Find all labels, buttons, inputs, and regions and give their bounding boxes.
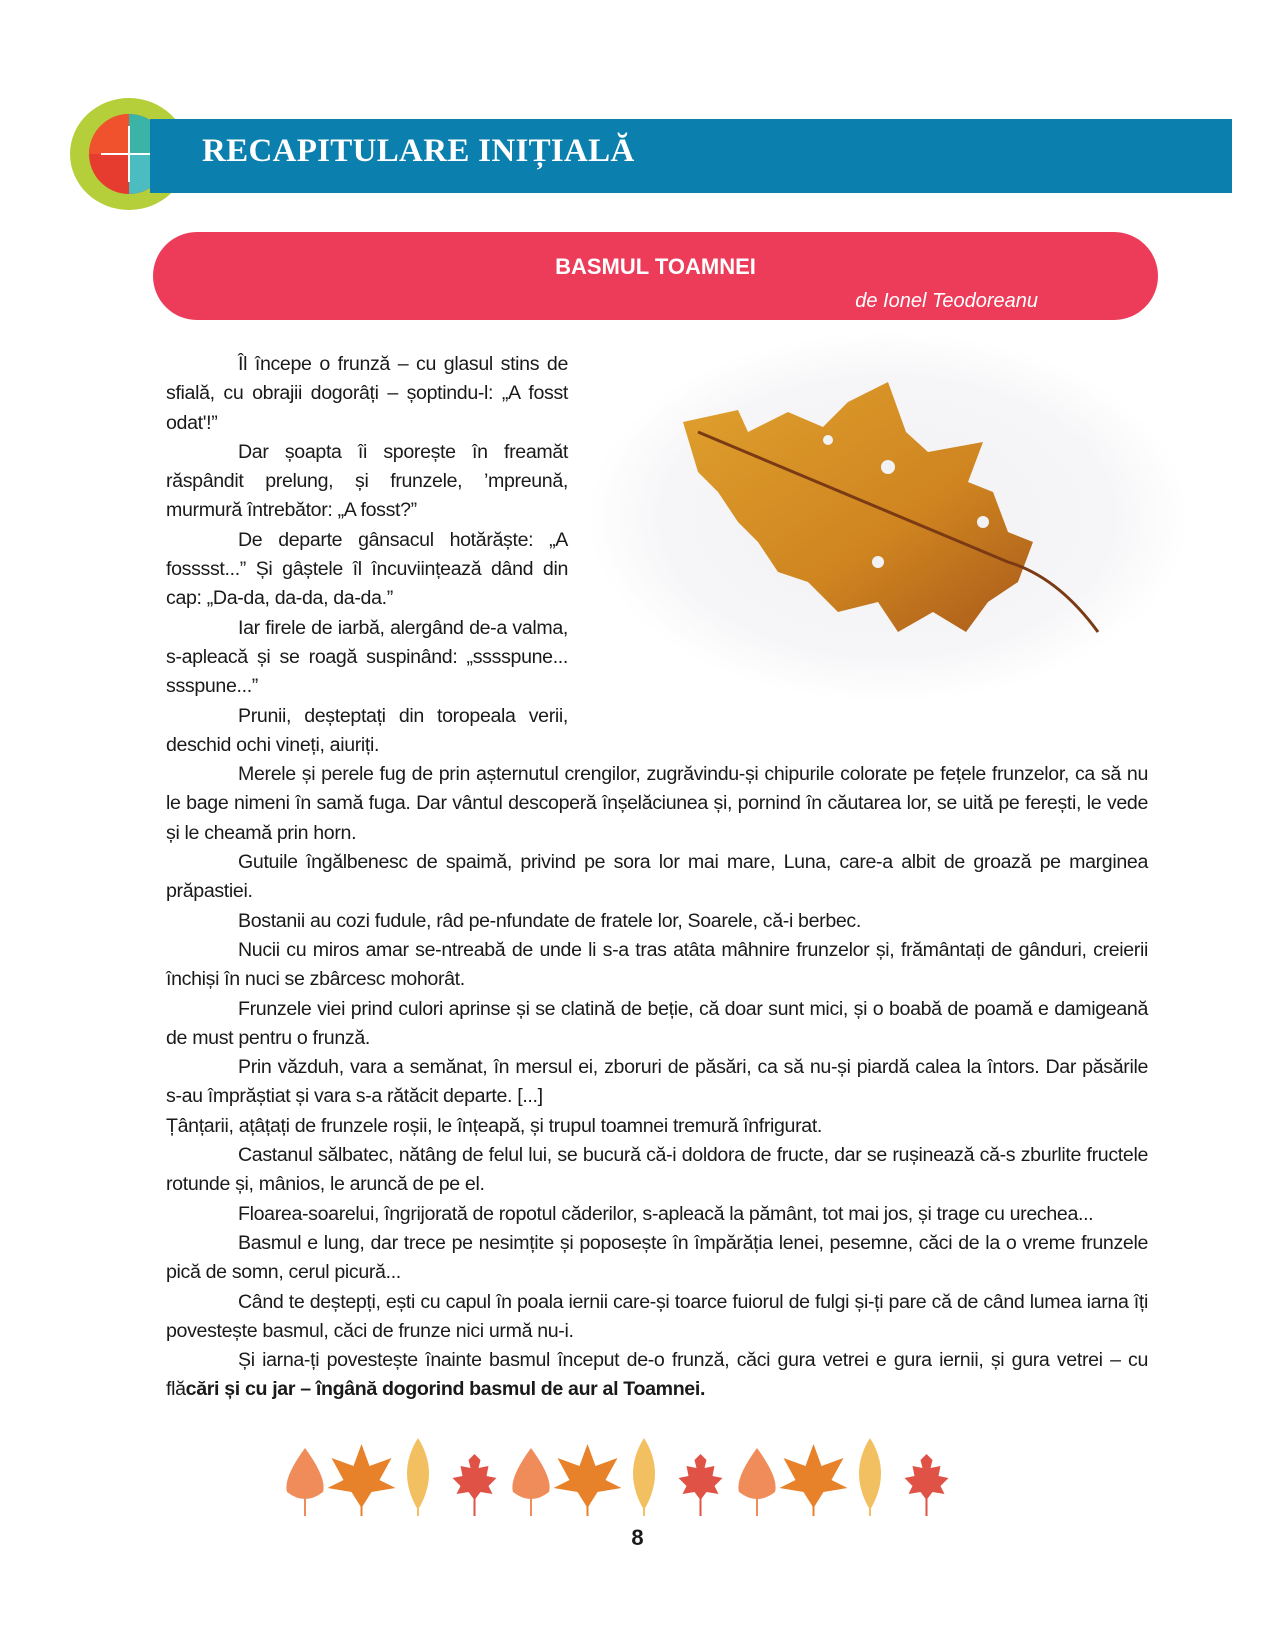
- paragraph: Basmul e lung, dar trece pe nesimțite și poposește în împărăția lenei, pesemne, căci de la o vreme frunzele pică de somn, cerul picură...: [166, 1231, 1148, 1284]
- round-leaf-icon: [738, 1448, 775, 1516]
- paragraph: Nucii cu miros amar se-ntreabă de unde li s-a tras atâta mâhnire frunzelor și, frământați de gânduri, creierii închiși în nuci se zbârcesc mohorât.: [166, 938, 1148, 991]
- paragraph: Dar șoapta îi sporește în freamăt răspândit prelung, și frunzele, ’mpreună, murmură întrebător: „A fosst?”: [166, 440, 568, 522]
- paragraph: Merele și perele fug de prin așternutul crengilor, zugrăvindu-și chipurile colorate pe fețele frunzelor, ca să nu le bage nimeni în samă fuga. Dar vântul descoperă înșelăciunea și, pornind în căutarea lor, se uită pe ferești, le vede și le cheamă prin horn.: [166, 763, 1148, 844]
- paragraph: Îl începe o frunză – cu glasul stins de sfială, cu obrajii dogorâți – șoptindu-l: „A fosst odat'!”: [166, 353, 568, 434]
- paragraph: De departe gânsacul hotărăște: „A fosssst...” Și gâștele îl încuviințează dând din cap: „Da-da, da-da, da-da.”: [166, 528, 568, 610]
- oak-leaf-icon: [905, 1454, 949, 1516]
- story-title: BASMUL TOAMNEI: [555, 254, 756, 279]
- oval-leaf-icon: [859, 1438, 881, 1516]
- last-paragraph-normal: Și iarna-ți povestește înainte basmul început de-o frunză, căci gura vetrei e gura iernii, și gura vetrei – cu flă: [166, 1349, 1148, 1401]
- oak-leaf-icon: [453, 1454, 497, 1516]
- last-paragraph-bold: cări și cu jar – îngână dogorind basmul de aur al Toamnei.: [185, 1378, 706, 1401]
- oval-leaf-icon: [407, 1438, 429, 1516]
- oval-leaf-icon: [633, 1438, 655, 1516]
- paragraph: Castanul sălbatec, nătâng de felul lui, se bucură că-i doldora de fructe, dar se rușinează că-s zburlite fructele rotunde și, mânios, le aruncă de pe el.: [166, 1144, 1148, 1196]
- paragraph: Iar firele de iarbă, alergând de-a valma, s-apleacă și se roagă suspinând: „sssspune... ssspune...”: [166, 616, 568, 698]
- paragraph: Țânțarii, ațâțați de frunzele roșii, le înțeapă, și trupul toamnei tremură înfrigurat.: [166, 1114, 823, 1137]
- story-title-banner: [153, 232, 1158, 320]
- paragraph: Gutuile îngălbenesc de spaimă, privind pe sora lor mai mare, Luna, care-a albit de groază pe marginea prăpastiei.: [166, 851, 1148, 903]
- section-title: RECAPITULARE INIȚIALĂ: [202, 133, 635, 169]
- maple-leaf-icon: [554, 1444, 622, 1516]
- paragraph: Bostanii au cozi fudule, râd pe-nfundate de fratele lor, Soarele, că-i berbec.: [238, 909, 861, 932]
- maple-leaf-icon: [328, 1444, 396, 1516]
- story-author: de Ionel Teodoreanu: [855, 290, 1038, 312]
- page-number: 8: [631, 1525, 644, 1550]
- round-leaf-icon: [512, 1448, 549, 1516]
- section-banner: [150, 119, 1232, 193]
- paragraph: Prunii, deșteptați din toropeala verii, deschid ochi vineți, aiuriți.: [166, 704, 568, 756]
- oak-leaf-icon: [679, 1454, 723, 1516]
- autumn-leaf-image: [588, 332, 1188, 702]
- round-leaf-icon: [286, 1448, 323, 1516]
- paragraph: Prin văzduh, vara a semănat, în mersul ei, zboruri de păsări, ca să nu-și piardă calea la întors. Dar păsările s-au împrăștiat și vara s-a rătăcit departe. [...]: [166, 1056, 1148, 1108]
- maple-leaf-icon: [780, 1444, 848, 1516]
- paragraph: Când te deștepți, ești cu capul în poala iernii care-și toarce fuiorul de fulgi și-ți pare că de când lumea iarna îți povestește basmul, căci de frunze nici urmă nu-i.: [166, 1290, 1148, 1342]
- paragraph: Floarea-soarelui, îngrijorată de ropotul căderilor, s-apleacă la pământ, tot mai jos, și trage cu urechea...: [238, 1202, 1094, 1225]
- decorative-leaves-border: [285, 1438, 985, 1523]
- paragraph-last: [166, 1346, 1148, 1405]
- story-text: [166, 350, 1148, 1405]
- paragraph: Frunzele viei prind culori aprinse și se clatină de beție, că doar sunt mici, și o boabă de poamă e damigeană de must pentru o frunză.: [166, 997, 1148, 1049]
